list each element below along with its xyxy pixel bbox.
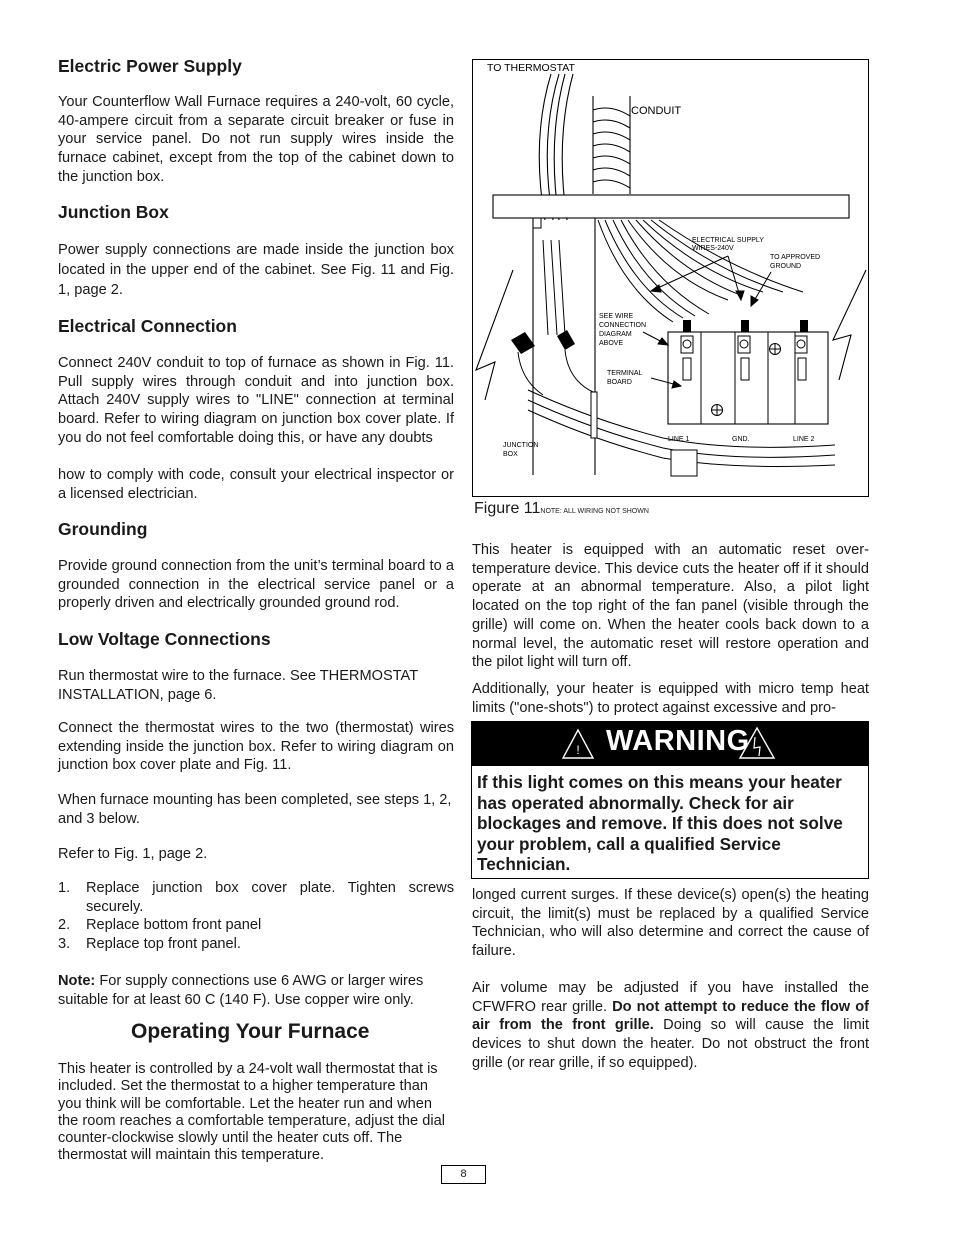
svg-text:DIAGRAM: DIAGRAM bbox=[599, 331, 632, 338]
svg-text:CONNECTION: CONNECTION bbox=[599, 322, 647, 329]
list-item: 1. Replace junction box cover plate. Tighten screws securely. bbox=[58, 880, 454, 915]
list-item: 3. Replace top front panel. bbox=[58, 936, 241, 953]
label-line1: LINE 1 bbox=[668, 436, 690, 443]
air-volume-text: Air volume may be adjusted if you have installed the CFWFRO rear grille. Do not attempt to reduce the flow of air from the front grille. Doing so will cause the limit devices to shut down the heater. Do not obstruct the front grille (or rear grille, if so equipped). bbox=[472, 980, 870, 1071]
junction-box-text: Power supply connections are made inside the junction box located in the upper end of the cabinet. See Fig. 11 and Fig. 1, page 2. bbox=[58, 242, 454, 298]
note-text: Note: For supply connections use 6 AWG or larger wires suitable for at least 60 C (140 F). Use copper wire only. bbox=[58, 973, 424, 1008]
label-line2: LINE 2 bbox=[793, 436, 815, 443]
label-conduit: CONDUIT bbox=[631, 105, 682, 117]
page-number: 8 bbox=[441, 1165, 486, 1184]
heat-limits-text: Additionally, your heater is equipped with micro temp heat limits ("one-shots") to protect against excessive and pro- bbox=[472, 681, 869, 716]
svg-text:BOARD: BOARD bbox=[607, 379, 632, 386]
figure-caption: Figure 11NOTE: ALL WIRING NOT SHOWN bbox=[474, 500, 649, 517]
warning-box bbox=[471, 721, 869, 879]
conduit bbox=[593, 96, 630, 194]
warning-title: WARNING bbox=[606, 725, 750, 757]
low-voltage-p2: Connect the thermostat wires to the two (thermostat) wires extending inside the junction box. Refer to wiring diagram on junction box cover plate and Fig. 11. bbox=[58, 720, 454, 774]
cabinet-top bbox=[493, 195, 849, 218]
steps-list bbox=[58, 879, 454, 954]
warning-text: If this light comes on this means your heater has operated abnormally. Check for air blockages and remove. If this does not solve your problem, call a qualified Service Technician. bbox=[477, 772, 843, 874]
electrical-connection-text-2: how to comply with code, consult your electrical inspector or a licensed electrician. bbox=[58, 467, 454, 502]
wiring-illustration bbox=[473, 60, 868, 496]
power-supply-text: Your Counterflow Wall Furnace requires a 240-volt, 60 cycle, 40-ampere circuit from a separate circuit breaker or fuse in your service panel. Do not run supply wires inside the furnace cabinet, except from the top of the cabinet down to the junction box. bbox=[58, 94, 454, 185]
label-electrical-supply: ELECTRICAL SUPPLY bbox=[692, 237, 764, 244]
grounding-text: Provide ground connection from the unit’s terminal board to a grounded connection in the electrical service panel or a properly driven and electrically grounded ground rod. bbox=[58, 558, 454, 612]
label-see-wire: SEE WIRE bbox=[599, 313, 634, 320]
figure-note: NOTE: ALL WIRING NOT SHOWN bbox=[540, 508, 649, 515]
low-voltage-p4: Refer to Fig. 1, page 2. bbox=[58, 846, 208, 862]
note-label: Note: bbox=[58, 973, 96, 989]
low-voltage-p3: When furnace mounting has been completed, see steps 1, 2, and 3 below. bbox=[58, 792, 452, 827]
exclamation-icon: ! bbox=[576, 743, 580, 757]
reset-device-text: This heater is equipped with an automatic reset over-temperature device. This device cuts the heater off if it should operate at an abnormal temperature. Also, a pilot light located on the top right of the fan panel (visible through the grille) will come on. When the heater cools back down to a normal level, the automatic reset will restore operation and the pilot light will turn off. bbox=[472, 542, 869, 671]
low-voltage-p1: Run thermostat wire to the furnace. See THERMOSTAT INSTALLATION, page 6. bbox=[58, 668, 418, 703]
label-approved-ground: TO APPROVED bbox=[770, 254, 821, 261]
label-to-thermostat: TO THERMOSTAT bbox=[487, 62, 575, 74]
operating-text: This heater is controlled by a 24-volt wall thermostat that is included. Set the thermostat to a higher temperature than you think will be comfortable. Let the heater run and when the room reaches a comfortable temperature, adjust the dial counter-clockwise slowly until the heater cuts off. The thermostat will maintain this temperature. bbox=[58, 1061, 445, 1164]
label-gnd: GND. bbox=[732, 436, 750, 443]
svg-text:GROUND: GROUND bbox=[770, 263, 802, 270]
heading-electrical-connection: Electrical Connection bbox=[58, 316, 237, 336]
svg-text:BOX: BOX bbox=[503, 451, 518, 458]
heading-grounding: Grounding bbox=[58, 519, 148, 539]
limits-text: longed current surges. If these device(s) open(s) the heating circuit, the limit(s) must be replaced by a qualified Service Technician, who will also determine and correct the cause of failure. bbox=[472, 887, 869, 960]
svg-text:ABOVE: ABOVE bbox=[599, 340, 624, 347]
heading-electric-power-supply: Electric Power Supply bbox=[58, 56, 242, 76]
svg-text:WIRES-240V: WIRES-240V bbox=[692, 245, 734, 252]
heading-low-voltage: Low Voltage Connections bbox=[58, 629, 271, 649]
list-item: 2. Replace bottom front panel bbox=[58, 917, 262, 934]
heading-junction-box: Junction Box bbox=[58, 202, 169, 222]
warning-header bbox=[472, 722, 868, 766]
air-volume-warning: Do not attempt to reduce the flow of air from the front grille. bbox=[472, 998, 869, 1034]
heading-operating-your-furnace: Operating Your Furnace bbox=[131, 1020, 370, 1043]
label-terminal-board: TERMINAL bbox=[607, 370, 643, 377]
electrical-connection-text: Connect 240V conduit to top of furnace as shown in Fig. 11. Pull supply wires through conduit and into junction box. Attach 240V supply wires to "LINE" connection at terminal board. Refer to wiring diagram on junction box cover plate. If you do not feel comfortable doing this, or have any doubts bbox=[58, 355, 454, 446]
label-junction-box: JUNCTION bbox=[503, 442, 539, 449]
figure-11 bbox=[472, 59, 869, 497]
